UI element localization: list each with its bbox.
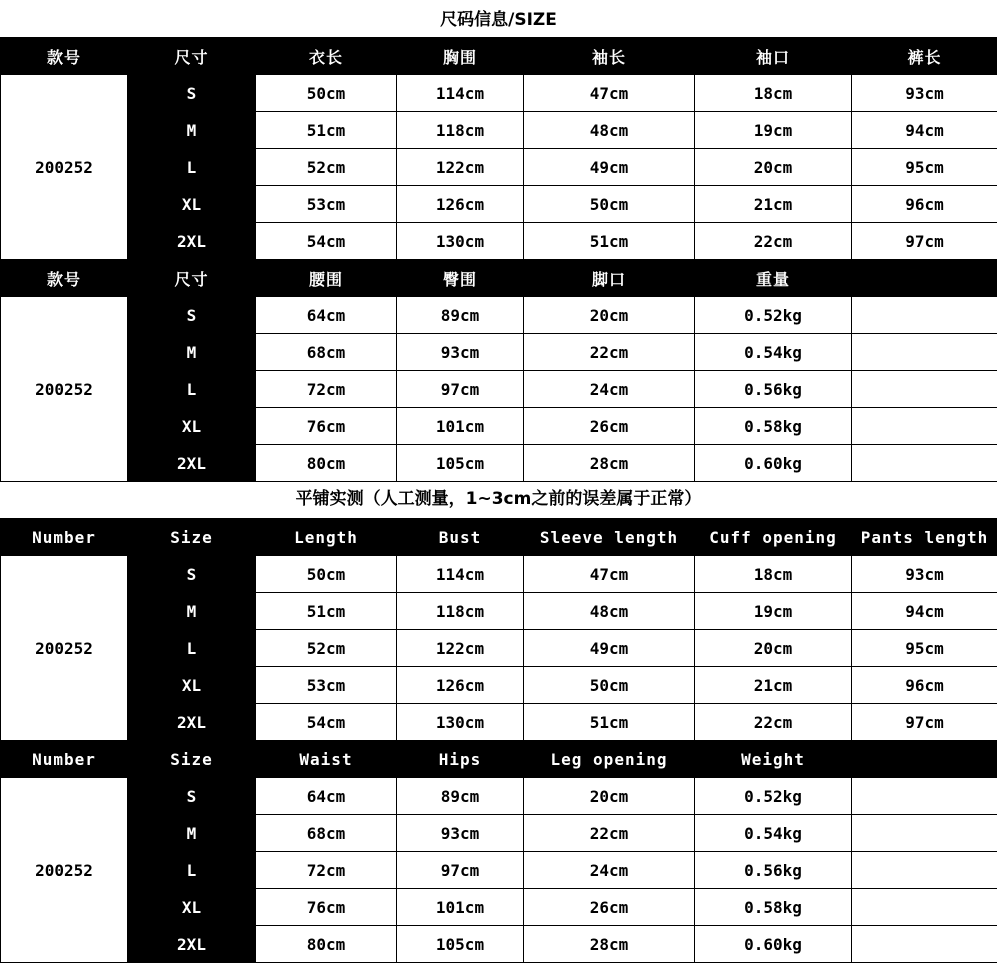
value-cell: 21cm bbox=[695, 186, 852, 223]
size-cell: 2XL bbox=[128, 704, 256, 741]
value-cell: 93cm bbox=[397, 334, 524, 371]
table-row bbox=[1, 556, 997, 593]
size-cell: L bbox=[128, 371, 256, 408]
value-cell: 54cm bbox=[256, 704, 397, 741]
value-cell: 95cm bbox=[852, 630, 997, 667]
value-cell: 64cm bbox=[256, 297, 397, 334]
size-cell: XL bbox=[128, 186, 256, 223]
table-row bbox=[1, 704, 997, 741]
size-cell: M bbox=[128, 815, 256, 852]
value-cell: 114cm bbox=[397, 75, 524, 112]
size-table-top-en bbox=[0, 518, 997, 741]
header-cell: 衣长 bbox=[256, 38, 397, 75]
value-cell: 89cm bbox=[397, 297, 524, 334]
value-cell: 68cm bbox=[256, 334, 397, 371]
table-row bbox=[1, 778, 997, 815]
value-cell: 28cm bbox=[524, 445, 695, 482]
table-row bbox=[1, 408, 997, 445]
value-cell: 64cm bbox=[256, 778, 397, 815]
size-cell: L bbox=[128, 149, 256, 186]
value-cell: 126cm bbox=[397, 186, 524, 223]
header-cell: Leg opening bbox=[524, 741, 695, 778]
header-cell: 尺寸 bbox=[128, 38, 256, 75]
table-row bbox=[1, 593, 997, 630]
value-cell: 50cm bbox=[524, 667, 695, 704]
value-cell: 68cm bbox=[256, 815, 397, 852]
value-cell bbox=[852, 926, 997, 963]
size-cell: XL bbox=[128, 667, 256, 704]
value-cell bbox=[852, 445, 997, 482]
value-cell: 20cm bbox=[695, 630, 852, 667]
value-cell: 0.60kg bbox=[695, 445, 852, 482]
table-row bbox=[1, 926, 997, 963]
size-cell: XL bbox=[128, 889, 256, 926]
value-cell: 51cm bbox=[524, 704, 695, 741]
value-cell: 72cm bbox=[256, 852, 397, 889]
header-cell: Number bbox=[1, 519, 128, 556]
header-cell: Cuff opening bbox=[695, 519, 852, 556]
value-cell: 101cm bbox=[397, 889, 524, 926]
value-cell: 118cm bbox=[397, 112, 524, 149]
value-cell: 21cm bbox=[695, 667, 852, 704]
size-cell: 2XL bbox=[128, 445, 256, 482]
table-header-row bbox=[1, 260, 997, 297]
value-cell: 97cm bbox=[852, 704, 997, 741]
header-cell: Sleeve length bbox=[524, 519, 695, 556]
style-number-cell: 200252 bbox=[1, 297, 128, 482]
value-cell: 18cm bbox=[695, 556, 852, 593]
value-cell: 53cm bbox=[256, 186, 397, 223]
table-row bbox=[1, 186, 997, 223]
value-cell: 0.54kg bbox=[695, 815, 852, 852]
header-cell: 款号 bbox=[1, 38, 128, 75]
value-cell: 94cm bbox=[852, 112, 997, 149]
value-cell: 50cm bbox=[256, 75, 397, 112]
table-row bbox=[1, 334, 997, 371]
table-row bbox=[1, 371, 997, 408]
size-cell: L bbox=[128, 852, 256, 889]
value-cell bbox=[852, 778, 997, 815]
size-cell: M bbox=[128, 593, 256, 630]
value-cell: 93cm bbox=[852, 556, 997, 593]
value-cell: 130cm bbox=[397, 704, 524, 741]
value-cell: 105cm bbox=[397, 445, 524, 482]
value-cell: 0.52kg bbox=[695, 297, 852, 334]
header-cell: 款号 bbox=[1, 260, 128, 297]
value-cell: 118cm bbox=[397, 593, 524, 630]
value-cell: 80cm bbox=[256, 445, 397, 482]
table-row bbox=[1, 889, 997, 926]
value-cell: 48cm bbox=[524, 112, 695, 149]
header-cell: Number bbox=[1, 741, 128, 778]
value-cell: 0.54kg bbox=[695, 334, 852, 371]
value-cell: 20cm bbox=[524, 297, 695, 334]
table-header-row bbox=[1, 519, 997, 556]
value-cell bbox=[852, 297, 997, 334]
value-cell: 114cm bbox=[397, 556, 524, 593]
value-cell: 72cm bbox=[256, 371, 397, 408]
table-row bbox=[1, 112, 997, 149]
value-cell: 97cm bbox=[852, 223, 997, 260]
table-row bbox=[1, 630, 997, 667]
header-cell: 脚口 bbox=[524, 260, 695, 297]
value-cell: 19cm bbox=[695, 593, 852, 630]
header-cell: Waist bbox=[256, 741, 397, 778]
value-cell: 54cm bbox=[256, 223, 397, 260]
value-cell: 51cm bbox=[256, 112, 397, 149]
header-cell: Hips bbox=[397, 741, 524, 778]
value-cell: 19cm bbox=[695, 112, 852, 149]
value-cell: 94cm bbox=[852, 593, 997, 630]
value-cell: 130cm bbox=[397, 223, 524, 260]
header-cell: 臀围 bbox=[397, 260, 524, 297]
header-cell: Weight bbox=[695, 741, 852, 778]
value-cell: 101cm bbox=[397, 408, 524, 445]
header-cell: 胸围 bbox=[397, 38, 524, 75]
style-number-cell: 200252 bbox=[1, 75, 128, 260]
value-cell: 76cm bbox=[256, 889, 397, 926]
size-cell: S bbox=[128, 556, 256, 593]
value-cell bbox=[852, 408, 997, 445]
value-cell: 49cm bbox=[524, 630, 695, 667]
value-cell: 0.52kg bbox=[695, 778, 852, 815]
value-cell: 97cm bbox=[397, 371, 524, 408]
value-cell: 26cm bbox=[524, 408, 695, 445]
value-cell: 0.60kg bbox=[695, 926, 852, 963]
table-row bbox=[1, 445, 997, 482]
header-cell: Size bbox=[128, 741, 256, 778]
value-cell: 47cm bbox=[524, 75, 695, 112]
value-cell: 0.56kg bbox=[695, 371, 852, 408]
value-cell: 22cm bbox=[695, 704, 852, 741]
header-cell: Bust bbox=[397, 519, 524, 556]
value-cell: 0.58kg bbox=[695, 408, 852, 445]
header-cell: 尺寸 bbox=[128, 260, 256, 297]
value-cell: 105cm bbox=[397, 926, 524, 963]
size-table-bottom-en bbox=[0, 740, 997, 963]
value-cell: 20cm bbox=[695, 149, 852, 186]
size-cell: L bbox=[128, 630, 256, 667]
value-cell bbox=[852, 852, 997, 889]
size-cell: XL bbox=[128, 408, 256, 445]
value-cell: 51cm bbox=[256, 593, 397, 630]
header-cell bbox=[852, 741, 997, 778]
value-cell bbox=[852, 889, 997, 926]
value-cell: 50cm bbox=[256, 556, 397, 593]
size-cell: S bbox=[128, 75, 256, 112]
size-info-title: 尺码信息/SIZE bbox=[440, 10, 557, 30]
size-cell: M bbox=[128, 112, 256, 149]
value-cell: 26cm bbox=[524, 889, 695, 926]
size-cell: S bbox=[128, 297, 256, 334]
value-cell: 95cm bbox=[852, 149, 997, 186]
table-header-row bbox=[1, 38, 997, 75]
value-cell: 122cm bbox=[397, 630, 524, 667]
value-cell: 93cm bbox=[397, 815, 524, 852]
value-cell: 22cm bbox=[524, 815, 695, 852]
value-cell: 96cm bbox=[852, 667, 997, 704]
header-cell: Pants length bbox=[852, 519, 997, 556]
table-row bbox=[1, 667, 997, 704]
style-number-cell: 200252 bbox=[1, 778, 128, 963]
table-header-row bbox=[1, 741, 997, 778]
table-row bbox=[1, 149, 997, 186]
header-cell: Length bbox=[256, 519, 397, 556]
value-cell: 0.56kg bbox=[695, 852, 852, 889]
value-cell: 52cm bbox=[256, 149, 397, 186]
value-cell: 18cm bbox=[695, 75, 852, 112]
value-cell: 122cm bbox=[397, 149, 524, 186]
size-table-bottom-cn bbox=[0, 259, 997, 482]
value-cell bbox=[852, 334, 997, 371]
value-cell: 50cm bbox=[524, 186, 695, 223]
table-row bbox=[1, 223, 997, 260]
table-row bbox=[1, 75, 997, 112]
value-cell: 0.58kg bbox=[695, 889, 852, 926]
value-cell: 51cm bbox=[524, 223, 695, 260]
value-cell: 48cm bbox=[524, 593, 695, 630]
size-cell: 2XL bbox=[128, 223, 256, 260]
value-cell bbox=[852, 371, 997, 408]
header-cell: 袖口 bbox=[695, 38, 852, 75]
value-cell: 49cm bbox=[524, 149, 695, 186]
header-cell: 袖长 bbox=[524, 38, 695, 75]
value-cell: 53cm bbox=[256, 667, 397, 704]
value-cell: 52cm bbox=[256, 630, 397, 667]
value-cell: 28cm bbox=[524, 926, 695, 963]
header-cell: 腰围 bbox=[256, 260, 397, 297]
table-row bbox=[1, 297, 997, 334]
value-cell: 47cm bbox=[524, 556, 695, 593]
value-cell bbox=[852, 815, 997, 852]
style-number-cell: 200252 bbox=[1, 556, 128, 741]
value-cell: 20cm bbox=[524, 778, 695, 815]
value-cell: 126cm bbox=[397, 667, 524, 704]
value-cell: 76cm bbox=[256, 408, 397, 445]
header-cell: 裤长 bbox=[852, 38, 997, 75]
value-cell: 96cm bbox=[852, 186, 997, 223]
header-cell: Size bbox=[128, 519, 256, 556]
value-cell: 89cm bbox=[397, 778, 524, 815]
value-cell: 24cm bbox=[524, 852, 695, 889]
measurement-note-title: 平铺实测（人工测量，1~3cm之前的误差属于正常） bbox=[295, 489, 702, 509]
value-cell: 22cm bbox=[695, 223, 852, 260]
table-row bbox=[1, 815, 997, 852]
value-cell: 22cm bbox=[524, 334, 695, 371]
size-table-top bbox=[0, 37, 997, 260]
value-cell: 97cm bbox=[397, 852, 524, 889]
size-cell: S bbox=[128, 778, 256, 815]
header-cell bbox=[852, 260, 997, 297]
value-cell: 24cm bbox=[524, 371, 695, 408]
table-row bbox=[1, 852, 997, 889]
value-cell: 80cm bbox=[256, 926, 397, 963]
value-cell: 93cm bbox=[852, 75, 997, 112]
size-cell: 2XL bbox=[128, 926, 256, 963]
header-cell: 重量 bbox=[695, 260, 852, 297]
size-cell: M bbox=[128, 334, 256, 371]
